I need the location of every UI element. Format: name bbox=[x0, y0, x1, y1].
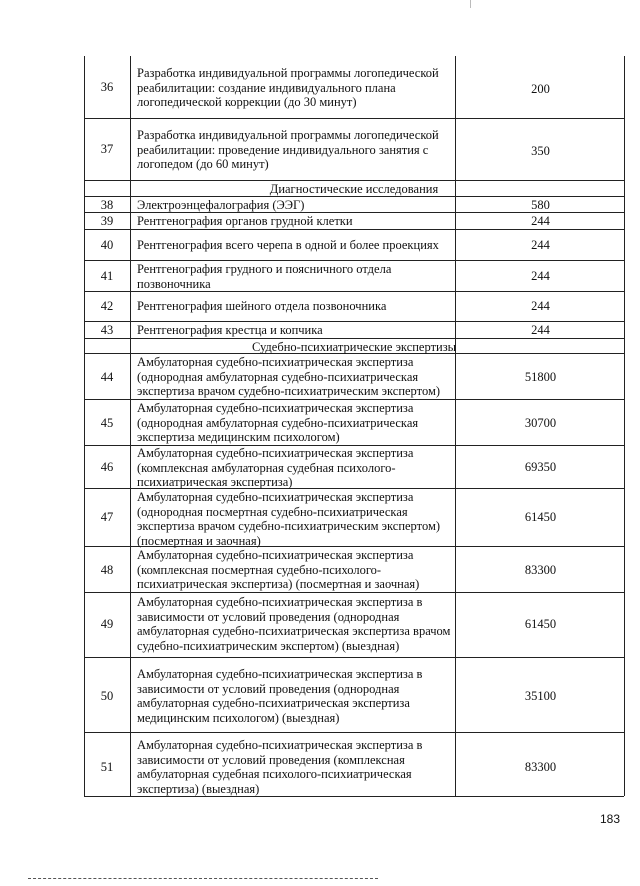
row-number: 43 bbox=[100, 323, 114, 337]
table-rule bbox=[84, 399, 624, 400]
row-description: Разработка индивидуальной программы логопедической реабилитации: создание индивидуального плана логопедической коррекции (до 30 минут) bbox=[137, 66, 439, 110]
table-rule bbox=[84, 321, 624, 322]
row-price: 580 bbox=[531, 198, 550, 212]
table-rule bbox=[84, 196, 624, 197]
scan-mark bbox=[470, 0, 471, 8]
row-description: Разработка индивидуальной программы логопедической реабилитации: проведение индивидуального занятия с логопедом (до 60 минут) bbox=[137, 128, 439, 172]
row-price: 83300 bbox=[524, 760, 557, 774]
row-price: 244 bbox=[531, 214, 550, 228]
row-price: 244 bbox=[531, 238, 550, 252]
row-description: Рентгенография органов грудной клетки bbox=[137, 214, 353, 228]
row-number: 49 bbox=[100, 617, 114, 631]
row-number: 50 bbox=[100, 689, 114, 703]
row-description: Рентгенография грудного и поясничного отдела позвоночника bbox=[137, 262, 392, 291]
row-description: Амбулаторная судебно-психиатрическая экспертиза (однородная посмертная судебно-психиатрическая экспертиза врачом судебно-психиатрическим экспертом) (посмертная и заочная) bbox=[137, 490, 441, 548]
table-rule bbox=[84, 338, 624, 339]
section-header-forensic: Судебно-психиатрические экспертизы bbox=[251, 340, 457, 354]
row-price: 69350 bbox=[524, 460, 557, 474]
row-description: Амбулаторная судебно-психиатрическая экспертиза (комплексная посмертная судебно-психолого-психиатрическая экспертиза) (посмертная и заочная) bbox=[137, 548, 420, 592]
row-number: 46 bbox=[100, 460, 114, 474]
row-number: 38 bbox=[100, 198, 114, 212]
row-number: 39 bbox=[100, 214, 114, 228]
row-price: 30700 bbox=[524, 416, 557, 430]
row-description: Амбулаторная судебно-психиатрическая экспертиза в зависимости от условий проведения (однородная амбулаторная судебно-психиатрическая экспертиза медицинским психологом) (выездная) bbox=[137, 667, 423, 725]
table-rule bbox=[84, 180, 624, 181]
row-number: 44 bbox=[100, 370, 114, 384]
row-description: Амбулаторная судебно-психиатрическая экспертиза в зависимости от условий проведения (комплексная амбулаторная судебная психолого-психиатрическая экспертиза) (выездная) bbox=[137, 738, 423, 796]
table-rule bbox=[84, 732, 624, 733]
row-number: 48 bbox=[100, 563, 114, 577]
row-price: 83300 bbox=[524, 563, 557, 577]
row-number: 36 bbox=[100, 80, 114, 94]
row-description: Амбулаторная судебно-психиатрическая экспертиза (комплексная амбулаторная судебная психолого-психиатрическая экспертиза) bbox=[137, 446, 414, 490]
row-description: Рентгенография крестца и копчика bbox=[137, 323, 323, 337]
row-description: Электроэнцефалография (ЭЭГ) bbox=[137, 198, 305, 212]
row-description: Рентгенография шейного отдела позвоночника bbox=[137, 299, 387, 313]
table-border-num bbox=[130, 56, 131, 796]
footer-scan-line bbox=[28, 878, 378, 879]
row-number: 41 bbox=[100, 269, 114, 283]
row-number: 40 bbox=[100, 238, 114, 252]
row-description: Рентгенография всего черепа в одной и более проекциях bbox=[137, 238, 439, 252]
row-description: Амбулаторная судебно-психиатрическая экспертиза в зависимости от условий проведения (однородная амбулаторная судебно-психиатрическая экспертиза врачом судебно-психиатрическим экспертом) (выездная) bbox=[137, 595, 451, 653]
row-number: 42 bbox=[100, 299, 114, 313]
row-number: 47 bbox=[100, 510, 114, 524]
row-price: 244 bbox=[531, 269, 550, 283]
row-price: 51800 bbox=[524, 370, 557, 384]
table-border-price bbox=[455, 56, 456, 796]
row-price: 35100 bbox=[524, 689, 557, 703]
table-rule bbox=[84, 657, 624, 658]
row-number: 45 bbox=[100, 416, 114, 430]
page-number: 183 bbox=[599, 812, 620, 826]
row-number: 51 bbox=[100, 760, 114, 774]
row-number: 37 bbox=[100, 142, 114, 156]
table-rule bbox=[84, 118, 624, 119]
row-price: 244 bbox=[531, 323, 550, 337]
row-description: Амбулаторная судебно-психиатрическая экспертиза (однородная амбулаторная судебно-психиатрическая экспертиза врачом судебно-психиатрическим экспертом) bbox=[137, 355, 441, 399]
section-header-diagnostics: Диагностические исследования bbox=[269, 182, 439, 196]
row-price: 244 bbox=[531, 299, 550, 313]
table-rule bbox=[84, 260, 624, 261]
table-border-right bbox=[624, 56, 625, 796]
table-rule bbox=[84, 229, 624, 230]
row-price: 61450 bbox=[524, 510, 557, 524]
row-description: Амбулаторная судебно-психиатрическая экспертиза (однородная амбулаторная судебно-психиатрическая экспертиза медицинским психологом) bbox=[137, 401, 419, 445]
row-price: 200 bbox=[531, 82, 550, 96]
table-rule bbox=[84, 592, 624, 593]
row-price: 350 bbox=[531, 144, 550, 158]
row-price: 61450 bbox=[524, 617, 557, 631]
